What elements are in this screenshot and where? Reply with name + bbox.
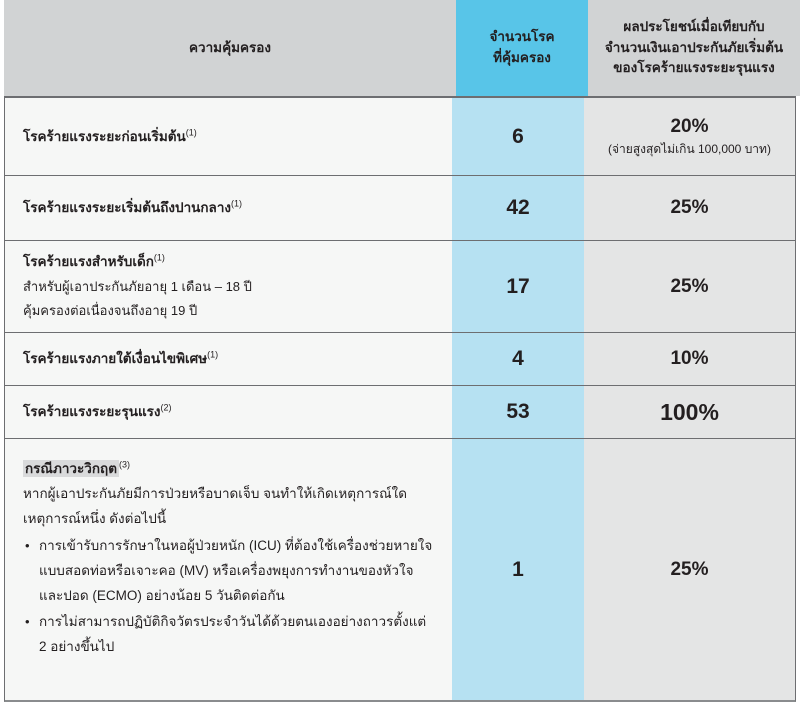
coverage-subtext-continuation: คุ้มครองต่อเนื่องจนถึงอายุ 19 ปี bbox=[23, 303, 198, 319]
cell-benefit bbox=[584, 241, 795, 332]
coverage-label bbox=[23, 346, 218, 372]
table-row bbox=[5, 241, 795, 333]
cell-benefit bbox=[584, 439, 795, 700]
disease-count-value: 6 bbox=[512, 124, 524, 148]
cell-coverage bbox=[5, 386, 452, 438]
cell-disease-count bbox=[452, 333, 584, 385]
column-header-benefit-line1: ผลประโยชน์เมื่อเทียบกับ bbox=[623, 18, 765, 34]
cell-benefit bbox=[584, 386, 795, 438]
disease-count-value: 53 bbox=[506, 400, 530, 423]
list-item: • การไม่สามารถปฏิบัติกิจวัตรประจำวันได้ด้วยตนเองอย่างถาวรตั้งแต่ 2 อย่างขึ้นไป bbox=[23, 610, 436, 660]
benefit-percent: 10% bbox=[670, 348, 709, 370]
cell-coverage bbox=[5, 333, 452, 385]
disease-count-value: 1 bbox=[512, 557, 524, 581]
footnote-marker: (3) bbox=[118, 459, 130, 470]
benefit-note: (จ่ายสูงสุดไม่เกิน 100,000 บาท) bbox=[608, 142, 771, 157]
critical-condition-title bbox=[23, 457, 130, 481]
column-header-benefit-line3: ของโรคร้ายแรงระยะรุนแรง bbox=[613, 60, 775, 76]
coverage-label-line bbox=[23, 249, 252, 275]
coverage-label-text: โรคร้ายแรงสำหรับเด็ก bbox=[23, 253, 154, 269]
critical-condition-paragraph-line1: หากผู้เอาประกันภัยมีการป่วยหรือบาดเจ็บ จนทำให้เกิดเหตุการณ์ใด bbox=[23, 486, 407, 502]
column-header-disease-count-line1: จำนวนโรค bbox=[489, 29, 555, 45]
cell-coverage bbox=[5, 98, 452, 175]
benefit-percent: 25% bbox=[670, 558, 709, 580]
table-row bbox=[5, 386, 795, 439]
benefit-percent: 25% bbox=[670, 275, 709, 297]
cell-benefit bbox=[584, 98, 795, 175]
column-header-coverage-label: ความคุ้มครอง bbox=[188, 39, 271, 55]
table-row bbox=[5, 176, 795, 241]
column-header-disease-count bbox=[456, 0, 588, 96]
coverage-label-text: โรคร้ายแรงระยะก่อนเริ่มต้น bbox=[23, 128, 186, 144]
footnote-marker: (1) bbox=[207, 349, 219, 360]
coverage-label-text: โรคร้ายแรงภายใต้เงื่อนไขพิเศษ bbox=[23, 351, 208, 367]
critical-condition-paragraph-line2: เหตุการณ์หนึ่ง ดังต่อไปนี้ bbox=[23, 511, 167, 527]
coverage-subtext-age-range: สำหรับผู้เอาประกันภัยอายุ 1 เดือน – 18 ปี bbox=[23, 278, 252, 294]
disease-count-value: 4 bbox=[512, 347, 524, 370]
coverage-label-text: โรคร้ายแรงระยะเริ่มต้นถึงปานกลาง bbox=[23, 200, 232, 216]
footnote-marker: (1) bbox=[153, 252, 165, 263]
critical-condition-bullet-list bbox=[23, 534, 436, 661]
cell-disease-count bbox=[452, 439, 584, 700]
cell-benefit bbox=[584, 333, 795, 385]
column-header-disease-count-line2: ที่คุ้มครอง bbox=[493, 50, 551, 65]
column-header-coverage bbox=[4, 0, 456, 96]
table-header-row bbox=[0, 0, 800, 96]
cell-coverage bbox=[5, 439, 452, 700]
footnote-marker: (1) bbox=[231, 198, 243, 209]
table-row bbox=[5, 98, 795, 176]
coverage-label bbox=[23, 399, 172, 425]
critical-condition-title-text: กรณีภาวะวิกฤต bbox=[25, 461, 117, 476]
cell-benefit bbox=[584, 176, 795, 240]
column-header-benefit bbox=[588, 0, 800, 96]
disease-count-value: 17 bbox=[506, 274, 530, 298]
cell-disease-count bbox=[452, 386, 584, 438]
table-body bbox=[4, 96, 796, 702]
cell-disease-count bbox=[452, 241, 584, 332]
benefit-percent: 25% bbox=[670, 197, 709, 219]
coverage-label bbox=[23, 124, 197, 150]
footnote-marker: (2) bbox=[160, 402, 172, 413]
coverage-label bbox=[23, 249, 252, 324]
coverage-label-text: โรคร้ายแรงระยะรุนแรง bbox=[23, 404, 161, 420]
list-item: • การเข้ารับการรักษาในหอผู้ป่วยหนัก (ICU) ที่ต้องใช้เครื่องช่วยหายใจแบบสอดท่อหรือเจาะคอ (MV) หรือเครื่องพยุงการทำงานของหัวใจและปอด (ECMO) อย่างน้อย 5 วันติดต่อกัน bbox=[23, 534, 436, 609]
cell-coverage bbox=[5, 176, 452, 240]
cell-disease-count bbox=[452, 98, 584, 175]
coverage-label bbox=[23, 195, 242, 221]
benefit-percent: 20% bbox=[670, 115, 709, 137]
column-header-benefit-line2: จำนวนเงินเอาประกันภัยเริ่มต้น bbox=[604, 39, 784, 55]
cell-disease-count bbox=[452, 176, 584, 240]
cell-coverage bbox=[5, 241, 452, 332]
table-row bbox=[5, 439, 795, 700]
table-row bbox=[5, 333, 795, 386]
disease-count-value: 42 bbox=[506, 196, 530, 219]
footnote-marker: (1) bbox=[185, 127, 197, 138]
benefit-percent: 100% bbox=[660, 398, 719, 425]
